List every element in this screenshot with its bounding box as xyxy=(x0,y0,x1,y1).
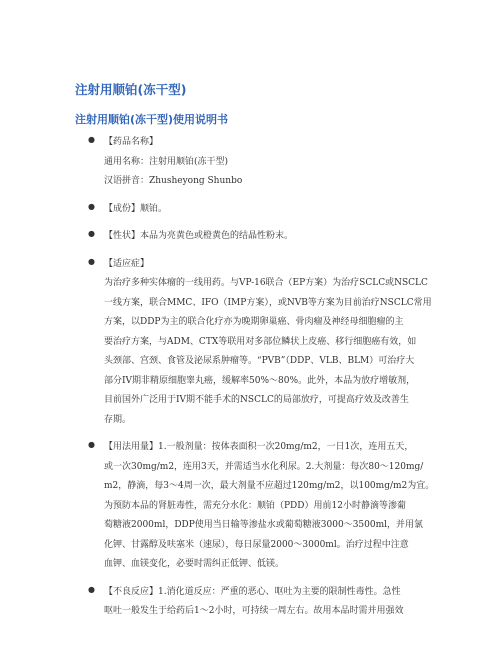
section-line: 化钾、甘露醇及呋塞米（速尿），每日尿量2000～3000ml。治疗过程中注意 xyxy=(104,539,409,550)
section-drug-name xyxy=(0,133,502,192)
document-subtitle: 注射用顺铂(冻干型)使用说明书 xyxy=(75,113,229,126)
section-line: 存期。 xyxy=(104,414,132,425)
bullet-icon: ● xyxy=(88,135,95,144)
document-title: 注射用顺铂(冻干型) xyxy=(75,82,187,97)
section-line: 呕吐一般发生于给药后1～2小时，可持续一周左右。故用本品时需并用强效 xyxy=(104,606,404,616)
section-indications xyxy=(0,255,502,431)
section-line: 汉语拼音：Zhusheyong Shunbo xyxy=(104,176,243,186)
section-line: 【成份】顺铂。 xyxy=(104,203,168,214)
section-line: 通用名称：注射用顺铂(冻干型) xyxy=(104,156,229,167)
section-line: 血钾、血镁变化，必要时需纠正低钾、低镁。 xyxy=(104,559,285,569)
section-line: 一线方案，联合MMC、IFO（IMP方案），或NVB等方案为目前治疗NSCLC常用 xyxy=(104,297,432,308)
section-list xyxy=(0,133,502,630)
section-line: 或一次30mg/m2，连用3天，并需适当水化利尿。2.大剂量：每次80～120mg/ xyxy=(104,461,424,472)
section-line: 要治疗方案，与ADM、CTX等联用对多部位鳞状上皮癌、移行细胞癌有效，如 xyxy=(104,336,417,347)
section-line: 【性状】本品为亮黄色或橙黄色的结晶性粉末。 xyxy=(104,231,294,241)
section-adverse-reactions xyxy=(0,583,502,622)
section-line: 【药品名称】 xyxy=(104,137,159,147)
section-line: 方案，以DDP为主的联合化疗亦为晚期卵巢癌、骨肉瘤及神经母细胞瘤的主 xyxy=(104,317,404,327)
section-line: 【适应症】 xyxy=(104,258,150,269)
section-line: 【不良反应】1.消化道反应：严重的恶心、呕吐为主要的限制性毒性。急性 xyxy=(104,586,401,597)
section-line: 为治疗多种实体瘤的一线用药。与VP-16联合（EP方案）为治疗SCLC或NSCLC xyxy=(104,278,428,288)
section-line: 头颈部、宫颈、食管及泌尿系肿瘤等。“PVB”（DDP、VLB、BLM）可治疗大 xyxy=(104,356,415,366)
bullet-icon: ● xyxy=(88,440,95,449)
bullet-icon: ● xyxy=(88,256,95,266)
section-line: 部分IV期非精原细胞睾丸癌，缓解率50%～80%。此外，本品为放疗增敏剂， xyxy=(104,375,416,386)
bullet-icon: ● xyxy=(88,584,95,594)
section-ingredients xyxy=(0,200,502,220)
section-properties xyxy=(0,227,502,247)
bullet-icon: ● xyxy=(88,229,95,238)
bullet-icon: ● xyxy=(88,201,95,211)
section-line: 萄糖液2000ml，DDP使用当日输等渗盐水或葡萄糖液3000～3500ml，并用氯 xyxy=(104,520,424,530)
section-line: 为预防本品的肾脏毒性，需充分水化：顺铂（PDD）用前12小时静滴等渗葡 xyxy=(104,500,406,511)
section-dosage xyxy=(0,438,502,575)
section-line: m2，静滴，每3～4周一次，最大剂量不应超过120mg/m2，以100mg/m2为宜。 xyxy=(104,481,435,491)
section-line: 目前国外广泛用于IV期不能手术的NSCLC的局部放疗，可提高疗效及改善生 xyxy=(104,395,409,405)
section-line: 【用法用量】1.一般剂量：按体表面积一次20mg/m2，一日1次，连用五天， xyxy=(104,442,414,452)
